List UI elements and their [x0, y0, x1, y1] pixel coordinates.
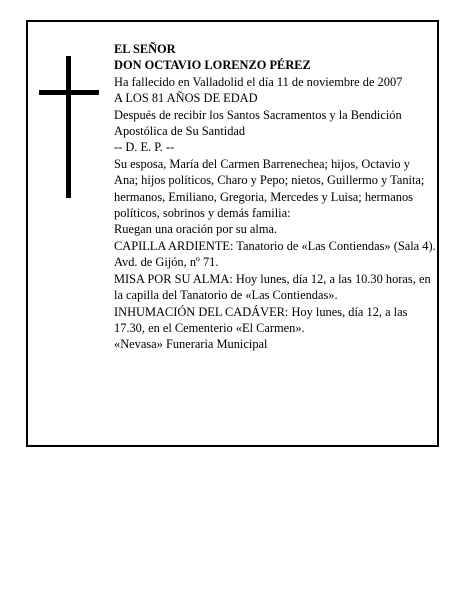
honorific-title: EL SEÑOR	[114, 42, 176, 56]
age-line: A LOS 81 AÑOS DE EDAD	[114, 91, 258, 106]
sacraments-line: Después de recibir los Santos Sacramentos y la Bendición Apostólica de Su Santidad	[114, 107, 402, 139]
burial-info: INHUMACIÓN DEL CADÁVER: Hoy lunes, día 12, a las 17.30, en el Cementerio «El Carmen».	[114, 304, 408, 335]
cross-horizontal-bar	[39, 90, 99, 95]
mass-info: MISA POR SU ALMA: Hoy lunes, día 12, a las 10.30 horas, en la capilla del Tanatorio de «Las Contiendas».	[114, 271, 431, 303]
cross-vertical-bar	[66, 56, 71, 198]
chapel-info: CAPILLA ARDIENTE: Tanatorio de «Las Contiendas» (Sala 4). Avd. de Gijón, nº 71.	[114, 238, 436, 270]
death-notice: Ha fallecido en Valladolid el día 11 de noviembre de 2007	[114, 74, 403, 89]
rip-line: -- D. E. P. --	[114, 140, 175, 155]
prayer-request: Ruegan una oración por su alma.	[114, 222, 278, 237]
latin-cross-icon	[39, 56, 99, 198]
obituary-notice	[26, 20, 439, 447]
obituary-text	[114, 41, 436, 353]
deceased-name: DON OCTAVIO LORENZO PÉREZ	[114, 58, 311, 73]
funeral-home: «Nevasa» Funeraria Municipal	[114, 337, 268, 352]
family-list: Su esposa, María del Carmen Barrenechea; hijos, Octavio y Ana; hijos políticos, Charo y Pepo; nietos, Guillermo y Tanita; hermanos, Emiliano, Gregoria, Mercedes y Luisa; hermanos políticos, sobrinos y demás familia:	[114, 156, 425, 221]
